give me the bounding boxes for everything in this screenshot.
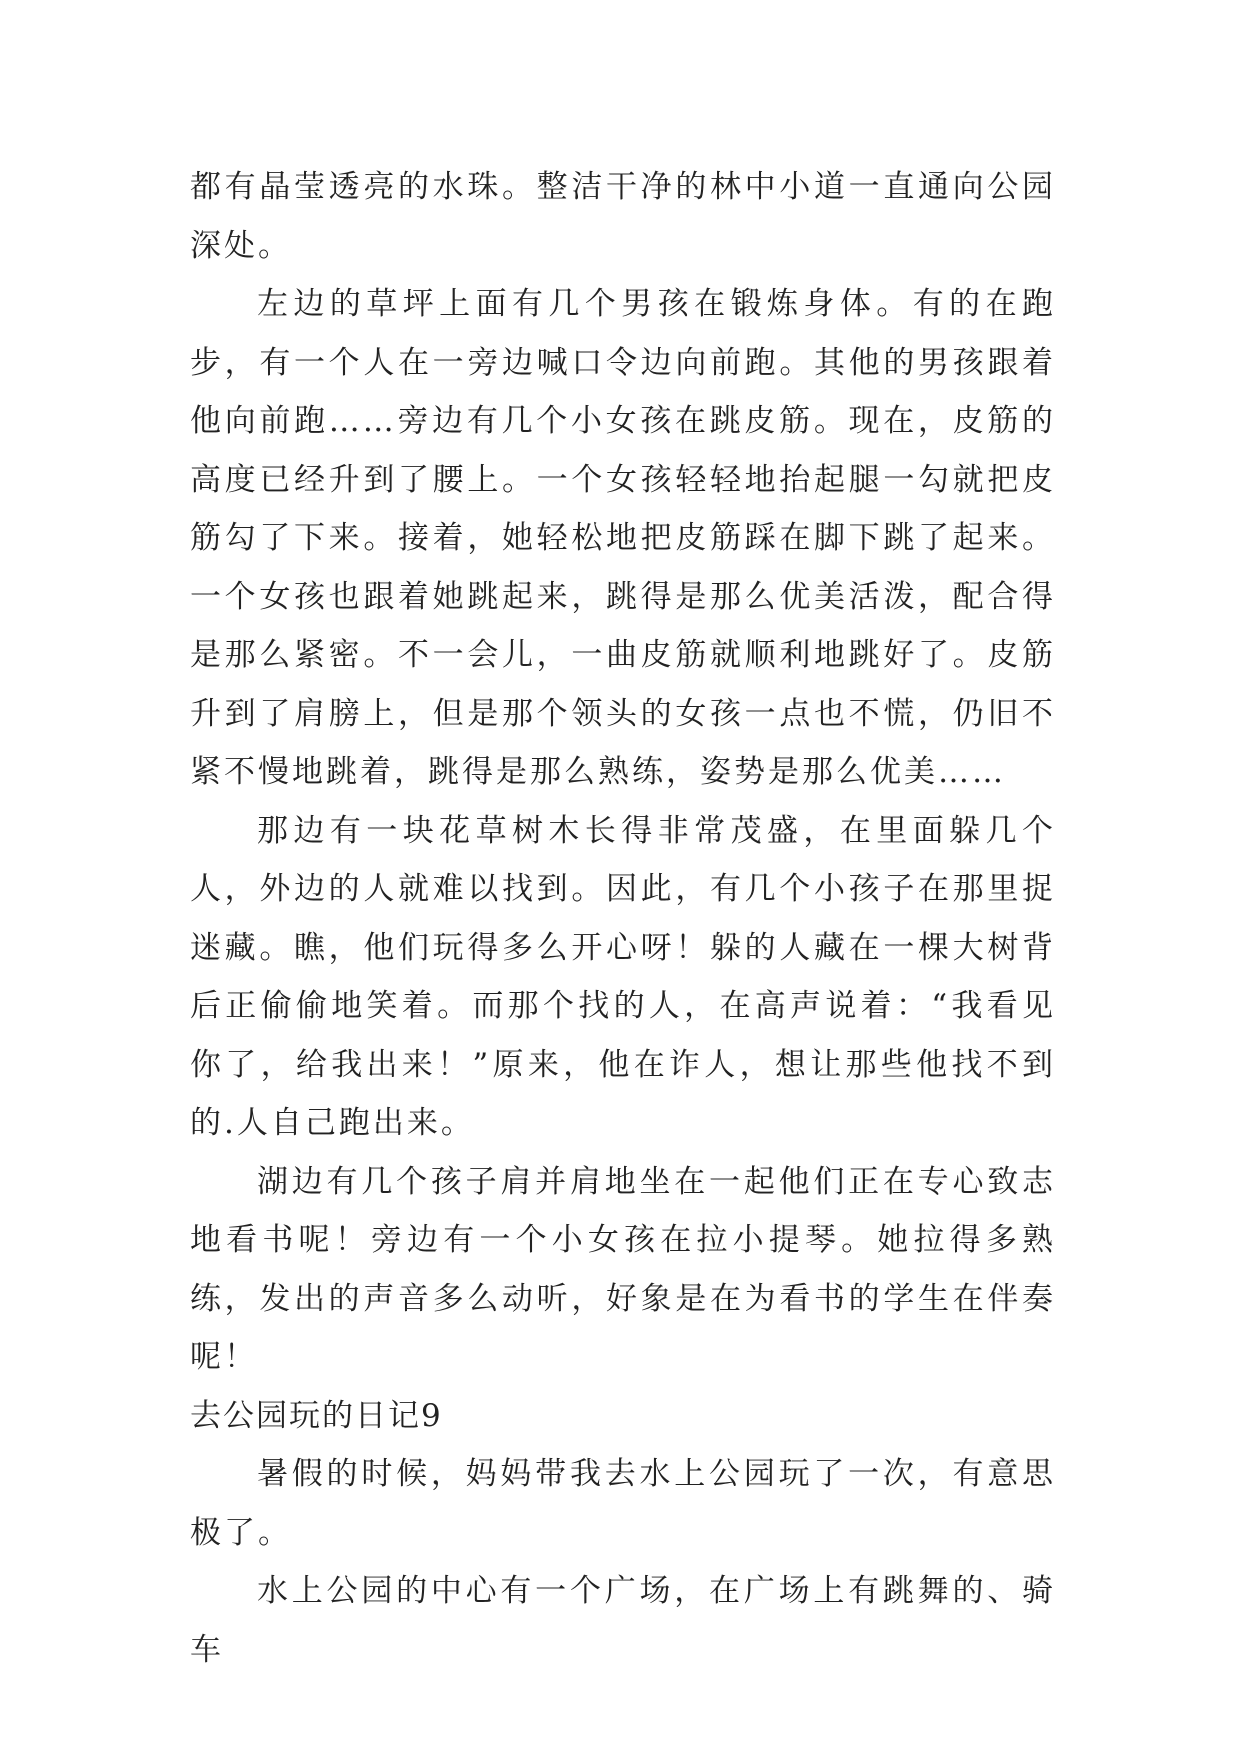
paragraph-4: 湖边有几个孩子肩并肩地坐在一起他们正在专心致志地看书呢！旁边有一个小女孩在拉小提琴。她拉得多熟练，发出的声音多么动听，好象是在为看书的学生在伴奏呢！ bbox=[190, 1163, 1056, 1375]
document-body bbox=[190, 158, 1056, 1679]
paragraph-5: 暑假的时候，妈妈带我去水上公园玩了一次，有意思极了。 bbox=[190, 1456, 1056, 1551]
section-heading: 去公园玩的日记9 bbox=[190, 1397, 443, 1434]
paragraph-1: 都有晶莹透亮的水珠。整洁干净的林中小道一直通向公园深处。 bbox=[190, 169, 1056, 264]
paragraph-6: 水上公园的中心有一个广场，在广场上有跳舞的、骑车 bbox=[190, 1573, 1056, 1668]
paragraph-2: 左边的草坪上面有几个男孩在锻炼身体。有的在跑步，有一个人在一旁边喊口令边向前跑。其他的男孩跟着他向前跑……旁边有几个小女孩在跳皮筋。现在，皮筋的高度已经升到了腰上。一个女孩轻轻地抬起腿一勾就把皮筋勾了下来。接着，她轻松地把皮筋踩在脚下跳了起来。一个女孩也跟着她跳起来，跳得是那么优美活泼，配合得是那么紧密。不一会儿，一曲皮筋就顺利地跳好了。皮筋升到了肩膀上，但是那个领头的女孩一点也不慌，仍旧不紧不慢地跳着，跳得是那么熟练，姿势是那么优美…… bbox=[190, 286, 1056, 790]
paragraph-3: 那边有一块花草树木长得非常茂盛，在里面躲几个人，外边的人就难以找到。因此，有几个小孩子在那里捉迷藏。瞧，他们玩得多么开心呀！躲的人藏在一棵大树背后正偷偷地笑着。而那个找的人，在高声说着：“我看见你了，给我出来！”原来，他在诈人，想让那些他找不到的.人自己跑出来。 bbox=[190, 812, 1056, 1141]
